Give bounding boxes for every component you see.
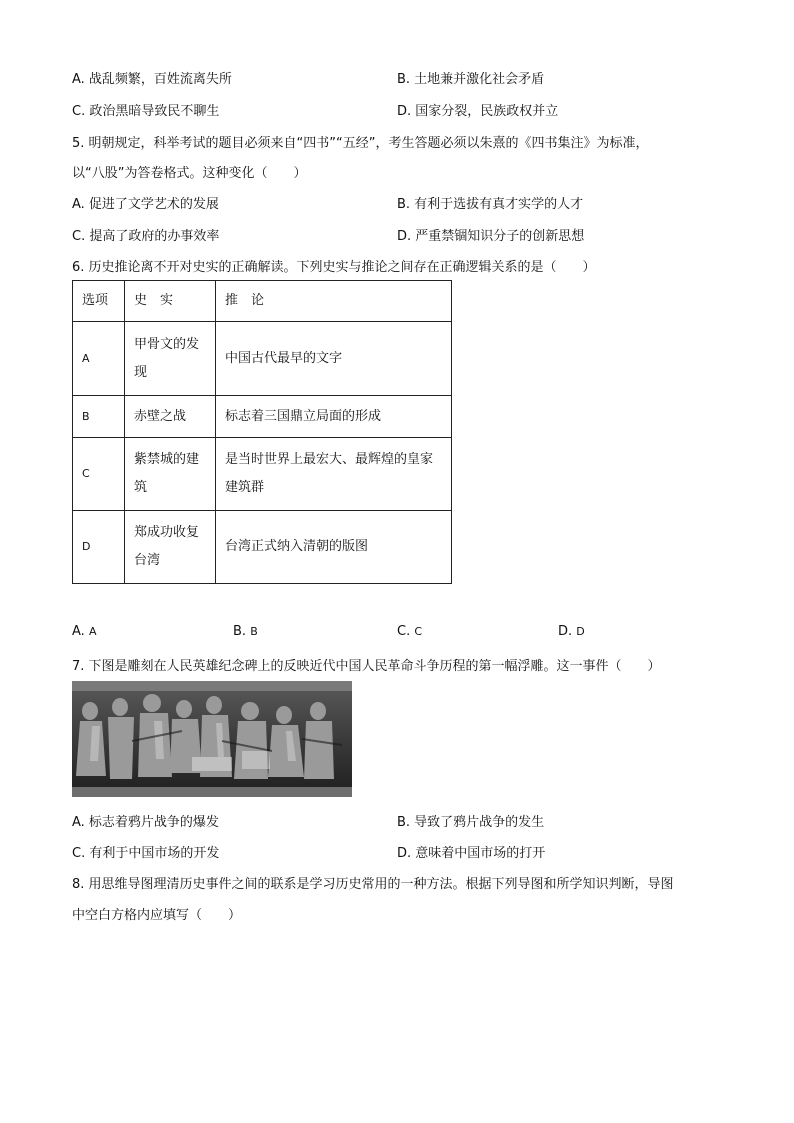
q4-option-c[interactable]: C. 政治黑暗导致民不聊生	[72, 104, 220, 119]
answer-label: A.	[72, 624, 85, 639]
q6-table-row	[73, 511, 452, 584]
q7-option-a[interactable]: A. 标志着鸦片战争的爆发	[72, 815, 219, 830]
row-inference: 台湾正式纳入清朝的版图	[216, 511, 452, 584]
header-option: 选项	[73, 281, 125, 322]
q5-option-b[interactable]: B. 有利于选拔有真才实学的人才	[397, 197, 584, 212]
q6-table-row	[73, 396, 452, 438]
q5-option-a[interactable]: A. 促进了文学艺术的发展	[72, 197, 219, 212]
q6-table-row	[73, 438, 452, 511]
q7-option-b[interactable]: B. 导致了鸦片战争的发生	[397, 815, 545, 830]
q8-stem-line2: 中空白方格内应填写（ ）	[72, 908, 242, 923]
row-option: A	[73, 322, 125, 396]
q5-stem-line1: 5. 明朝规定，科举考试的题目必须来自“四书”“五经”，考生答题必须以朱熹的《四书集注》为标准，	[72, 136, 649, 151]
q6-answer-a[interactable]	[72, 624, 96, 639]
row-option: C	[73, 438, 125, 511]
answer-label: B.	[233, 624, 247, 639]
q7-option-d[interactable]: D. 意味着中国市场的打开	[397, 846, 546, 861]
answer-value: A	[88, 625, 97, 638]
answer-value: B	[250, 625, 258, 638]
q4-option-d[interactable]: D. 国家分裂，民族政权并立	[397, 104, 559, 119]
relief-sculpture-image	[72, 681, 352, 797]
row-fact: 郑成功收复台湾	[125, 511, 216, 584]
answer-label: D.	[558, 624, 573, 639]
row-fact: 甲骨文的发现	[125, 322, 216, 396]
q8-stem-line1: 8. 用思维导图理清历史事件之间的联系是学习历史常用的一种方法。根据下列导图和所学知识判断，导图	[72, 877, 674, 892]
q6-stem: 6. 历史推论离不开对史实的正确解读。下列史实与推论之间存在正确逻辑关系的是（ ）	[72, 260, 596, 275]
row-inference: 是当时世界上最宏大、最辉煌的皇家建筑群	[216, 438, 452, 511]
row-inference: 中国古代最早的文字	[216, 322, 452, 396]
q5-stem-line2: 以“八股”为答卷格式。这种变化（ ）	[72, 166, 307, 181]
row-option: D	[73, 511, 125, 584]
row-option: B	[73, 396, 125, 438]
q5-option-d[interactable]: D. 严重禁锢知识分子的创新思想	[397, 229, 585, 244]
q7-option-c[interactable]: C. 有利于中国市场的开发	[72, 846, 220, 861]
header-fact: 史 实	[125, 281, 216, 322]
row-inference: 标志着三国鼎立局面的形成	[216, 396, 452, 438]
q6-answer-b[interactable]	[233, 624, 258, 639]
answer-value: D	[576, 625, 585, 638]
row-fact: 赤壁之战	[125, 396, 216, 438]
q4-option-a[interactable]: A. 战乱频繁，百姓流离失所	[72, 72, 232, 87]
q7-stem: 7. 下图是雕刻在人民英雄纪念碑上的反映近代中国人民革命斗争历程的第一幅浮雕。这一事件（ ）	[72, 659, 661, 674]
answer-value: C	[414, 625, 423, 638]
relief-sculpture-drawing	[72, 681, 352, 797]
header-inference: 推 论	[216, 281, 452, 322]
answer-label: C.	[397, 624, 411, 639]
q6-answer-c[interactable]	[397, 624, 422, 639]
q5-option-c[interactable]: C. 提高了政府的办事效率	[72, 229, 220, 244]
row-fact: 紫禁城的建筑	[125, 438, 216, 511]
q4-option-b[interactable]: B. 土地兼并激化社会矛盾	[397, 72, 545, 87]
q6-table	[72, 280, 452, 584]
q6-answer-d[interactable]	[558, 624, 585, 639]
q6-table-row	[73, 322, 452, 396]
q6-table-header	[73, 281, 452, 322]
